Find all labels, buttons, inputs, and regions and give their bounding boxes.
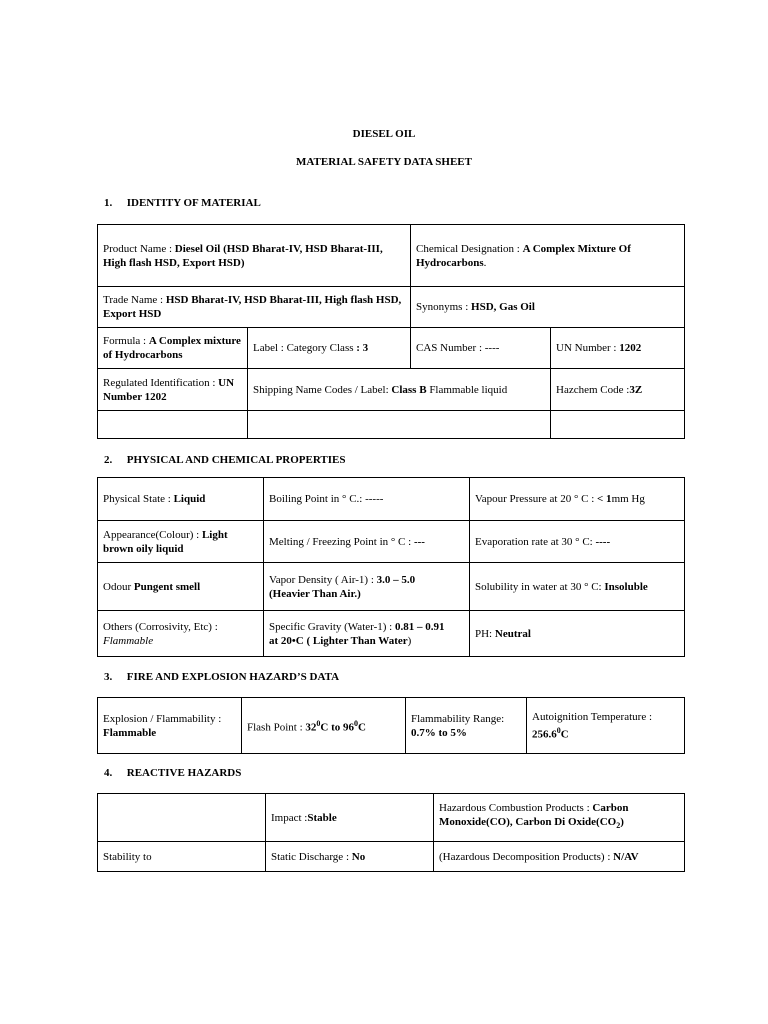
- field-label: Others (Corrosivity, Etc) :: [103, 620, 218, 633]
- trade-name-cell: [98, 287, 411, 328]
- stability-cell: [98, 842, 266, 872]
- cas-number-cell: [411, 328, 551, 369]
- field-label: Static Discharge :: [271, 850, 352, 863]
- field-label: Shipping Name Codes / Label:: [253, 383, 392, 396]
- section-title: IDENTITY OF MATERIAL: [126, 197, 261, 209]
- table-row: [98, 521, 685, 563]
- field-value: 3.0 – 5.0: [376, 573, 416, 586]
- field-label: CAS Number :: [416, 342, 485, 354]
- table-row: [98, 563, 685, 611]
- field-value: Class B: [391, 383, 427, 396]
- empty-cell: [98, 411, 248, 439]
- empty-cell: [551, 411, 685, 439]
- autoignition-cell: [527, 698, 685, 754]
- field-value: ---: [413, 535, 425, 548]
- static-discharge-cell: [266, 842, 434, 872]
- impact-cell: [266, 794, 434, 842]
- flash-point-cell: [242, 698, 406, 754]
- field-value: 0.7% to 5%: [411, 726, 467, 739]
- field-label: (Hazardous Decomposition Products) :: [439, 850, 614, 863]
- field-value: UN Number 1202: [103, 376, 235, 403]
- field-label: Stability to: [103, 850, 152, 863]
- field-value: A Complex Mixture Of Hydrocarbons: [416, 242, 631, 269]
- field-suffix: ): [407, 634, 412, 647]
- field-value: Neutral: [494, 627, 531, 640]
- solubility-cell: [470, 563, 685, 611]
- ph-cell: [470, 611, 685, 657]
- field-label: Formula :: [103, 335, 149, 347]
- document-subtitle: MATERIAL SAFETY DATA SHEET: [296, 156, 472, 168]
- field-value: C: [357, 721, 366, 734]
- degree-symbol: 0: [316, 718, 321, 728]
- field-label: Product Name :: [103, 242, 175, 255]
- field-value: A Complex mixture of Hydrocarbons: [103, 335, 241, 361]
- vapor-density-cell: [264, 563, 470, 611]
- field-value: : 3: [356, 342, 369, 354]
- field-suffix: .: [483, 256, 487, 269]
- hazardous-combustion-cell: [434, 794, 685, 842]
- table-row: [98, 698, 685, 754]
- specific-gravity-cell: [264, 611, 470, 657]
- field-value: Carbon Monoxide(CO), Carbon Di Oxide(CO: [439, 802, 629, 829]
- field-label: Boiling Point in ° C.: -----: [269, 493, 384, 505]
- field-value: C: [560, 728, 569, 741]
- field-label: Appearance(Colour) :: [103, 528, 202, 541]
- field-value: No: [351, 850, 366, 863]
- section-heading-physical: [104, 454, 345, 466]
- synonyms-cell: [411, 287, 685, 328]
- document-title: DIESEL OIL: [352, 128, 416, 140]
- shipping-name-cell: [248, 369, 551, 411]
- section-number: 1.: [104, 197, 113, 209]
- table-row: [98, 478, 685, 521]
- field-value: 0.81 – 0.91: [394, 620, 445, 633]
- field-label: Flash Point :: [247, 721, 306, 734]
- section-heading-identity: [104, 197, 261, 209]
- section-number: 3.: [104, 671, 113, 683]
- field-label: Synonyms :: [416, 301, 472, 313]
- field-label: Vapour Pressure at 20 ° C :: [475, 493, 598, 505]
- others-cell: [98, 611, 264, 657]
- table-row: [98, 411, 685, 439]
- section-number: 2.: [104, 454, 113, 466]
- field-label: Evaporation rate at 30 ° C:: [475, 535, 596, 548]
- field-note: C ( Lighter Than Water: [295, 634, 408, 647]
- field-label: Trade Name :: [103, 294, 166, 306]
- boiling-point-cell: [264, 478, 470, 521]
- field-label: Flammability Range:: [411, 712, 505, 725]
- odour-cell: [98, 563, 264, 611]
- reactive-hazards-table: [97, 793, 685, 872]
- regulated-identification-cell: [98, 369, 248, 411]
- field-label: Odour: [103, 580, 134, 593]
- field-value: 32: [305, 721, 317, 734]
- chemical-designation-cell: [411, 225, 685, 287]
- section-title: REACTIVE HAZARDS: [126, 767, 242, 779]
- formula-cell: [98, 328, 248, 369]
- field-value: Flammable: [103, 634, 154, 647]
- field-value: Stable: [307, 811, 337, 824]
- section-heading-fire: [104, 671, 339, 683]
- vapour-pressure-cell: [470, 478, 685, 521]
- field-value: HSD, Gas Oil: [471, 301, 535, 313]
- field-value: 1202: [619, 342, 642, 354]
- field-label: Regulated Identification :: [103, 376, 219, 389]
- field-suffix: Flammable liquid: [426, 383, 508, 396]
- table-row: [98, 287, 685, 328]
- field-value: 3Z: [629, 383, 643, 396]
- field-value: < 1: [597, 493, 612, 505]
- field-value: Diesel Oil (HSD Bharat-IV, HSD Bharat-III, High flash HSD, Export HSD): [103, 242, 383, 269]
- field-value: Flammable: [103, 726, 157, 739]
- explosion-cell: [98, 698, 242, 754]
- section-title: PHYSICAL AND CHEMICAL PROPERTIES: [126, 454, 346, 466]
- field-label: Hazardous Combustion Products :: [439, 802, 593, 815]
- physical-state-cell: [98, 478, 264, 521]
- field-value: 96: [342, 721, 354, 734]
- field-label: Chemical Designation :: [416, 242, 523, 255]
- hazardous-decomposition-cell: [434, 842, 685, 872]
- field-label: PH:: [475, 627, 495, 640]
- section-title: FIRE AND EXPLOSION HAZARD’S DATA: [126, 671, 340, 683]
- table-row: [98, 369, 685, 411]
- section-number: 4.: [104, 767, 113, 779]
- table-row: [98, 842, 685, 872]
- field-value: ----: [595, 535, 611, 548]
- degree-symbol: 0: [556, 725, 561, 735]
- field-suffix: ): [620, 816, 624, 829]
- section-heading-reactive: [104, 767, 241, 779]
- field-label: Physical State :: [103, 493, 174, 505]
- un-number-cell: [551, 328, 685, 369]
- field-value: C to: [320, 721, 343, 734]
- field-label: Impact :: [271, 811, 308, 824]
- field-note: at 20: [269, 634, 292, 647]
- field-value: Insoluble: [604, 580, 648, 593]
- appearance-cell: [98, 521, 264, 563]
- field-label: Solubility in water at 30 ° C:: [475, 580, 605, 593]
- field-unit: mm Hg: [611, 493, 645, 505]
- evaporation-rate-cell: [470, 521, 685, 563]
- table-row: [98, 794, 685, 842]
- physical-properties-table: [97, 477, 685, 657]
- field-value: 256.6: [532, 728, 557, 741]
- field-label: Hazchem Code :: [556, 383, 630, 396]
- table-row: [98, 611, 685, 657]
- table-row: [98, 328, 685, 369]
- field-label: Melting / Freezing Point in ° C :: [269, 535, 414, 548]
- field-label: Explosion / Flammability :: [103, 712, 222, 725]
- field-value: Liquid: [173, 493, 206, 505]
- product-name-cell: [98, 225, 411, 287]
- melting-point-cell: [264, 521, 470, 563]
- field-value: HSD Bharat-IV, HSD Bharat-III, High flash HSD, Export HSD: [103, 294, 402, 320]
- field-label: Vapor Density ( Air-1) :: [269, 573, 377, 586]
- fire-hazard-table: [97, 697, 685, 754]
- field-value: Pungent smell: [133, 580, 201, 593]
- field-label: Label : Category Class: [253, 342, 357, 354]
- label-category-cell: [248, 328, 411, 369]
- field-label: Autoignition Temperature :: [532, 710, 653, 723]
- field-value: ----: [484, 342, 500, 354]
- subscript: 2: [616, 821, 621, 831]
- field-value: Light brown oily liquid: [103, 528, 228, 555]
- field-label: Specific Gravity (Water-1) :: [269, 620, 395, 633]
- field-note: (Heavier Than Air.): [269, 587, 361, 600]
- hazchem-code-cell: [551, 369, 685, 411]
- field-label: UN Number :: [556, 342, 620, 354]
- table-row: [98, 225, 685, 287]
- empty-cell: [248, 411, 551, 439]
- degree-symbol: •: [291, 634, 296, 647]
- field-value: N/AV: [613, 850, 639, 863]
- identity-table: [97, 224, 685, 439]
- empty-cell: [98, 794, 266, 842]
- degree-symbol: 0: [353, 718, 358, 728]
- flammability-range-cell: [406, 698, 527, 754]
